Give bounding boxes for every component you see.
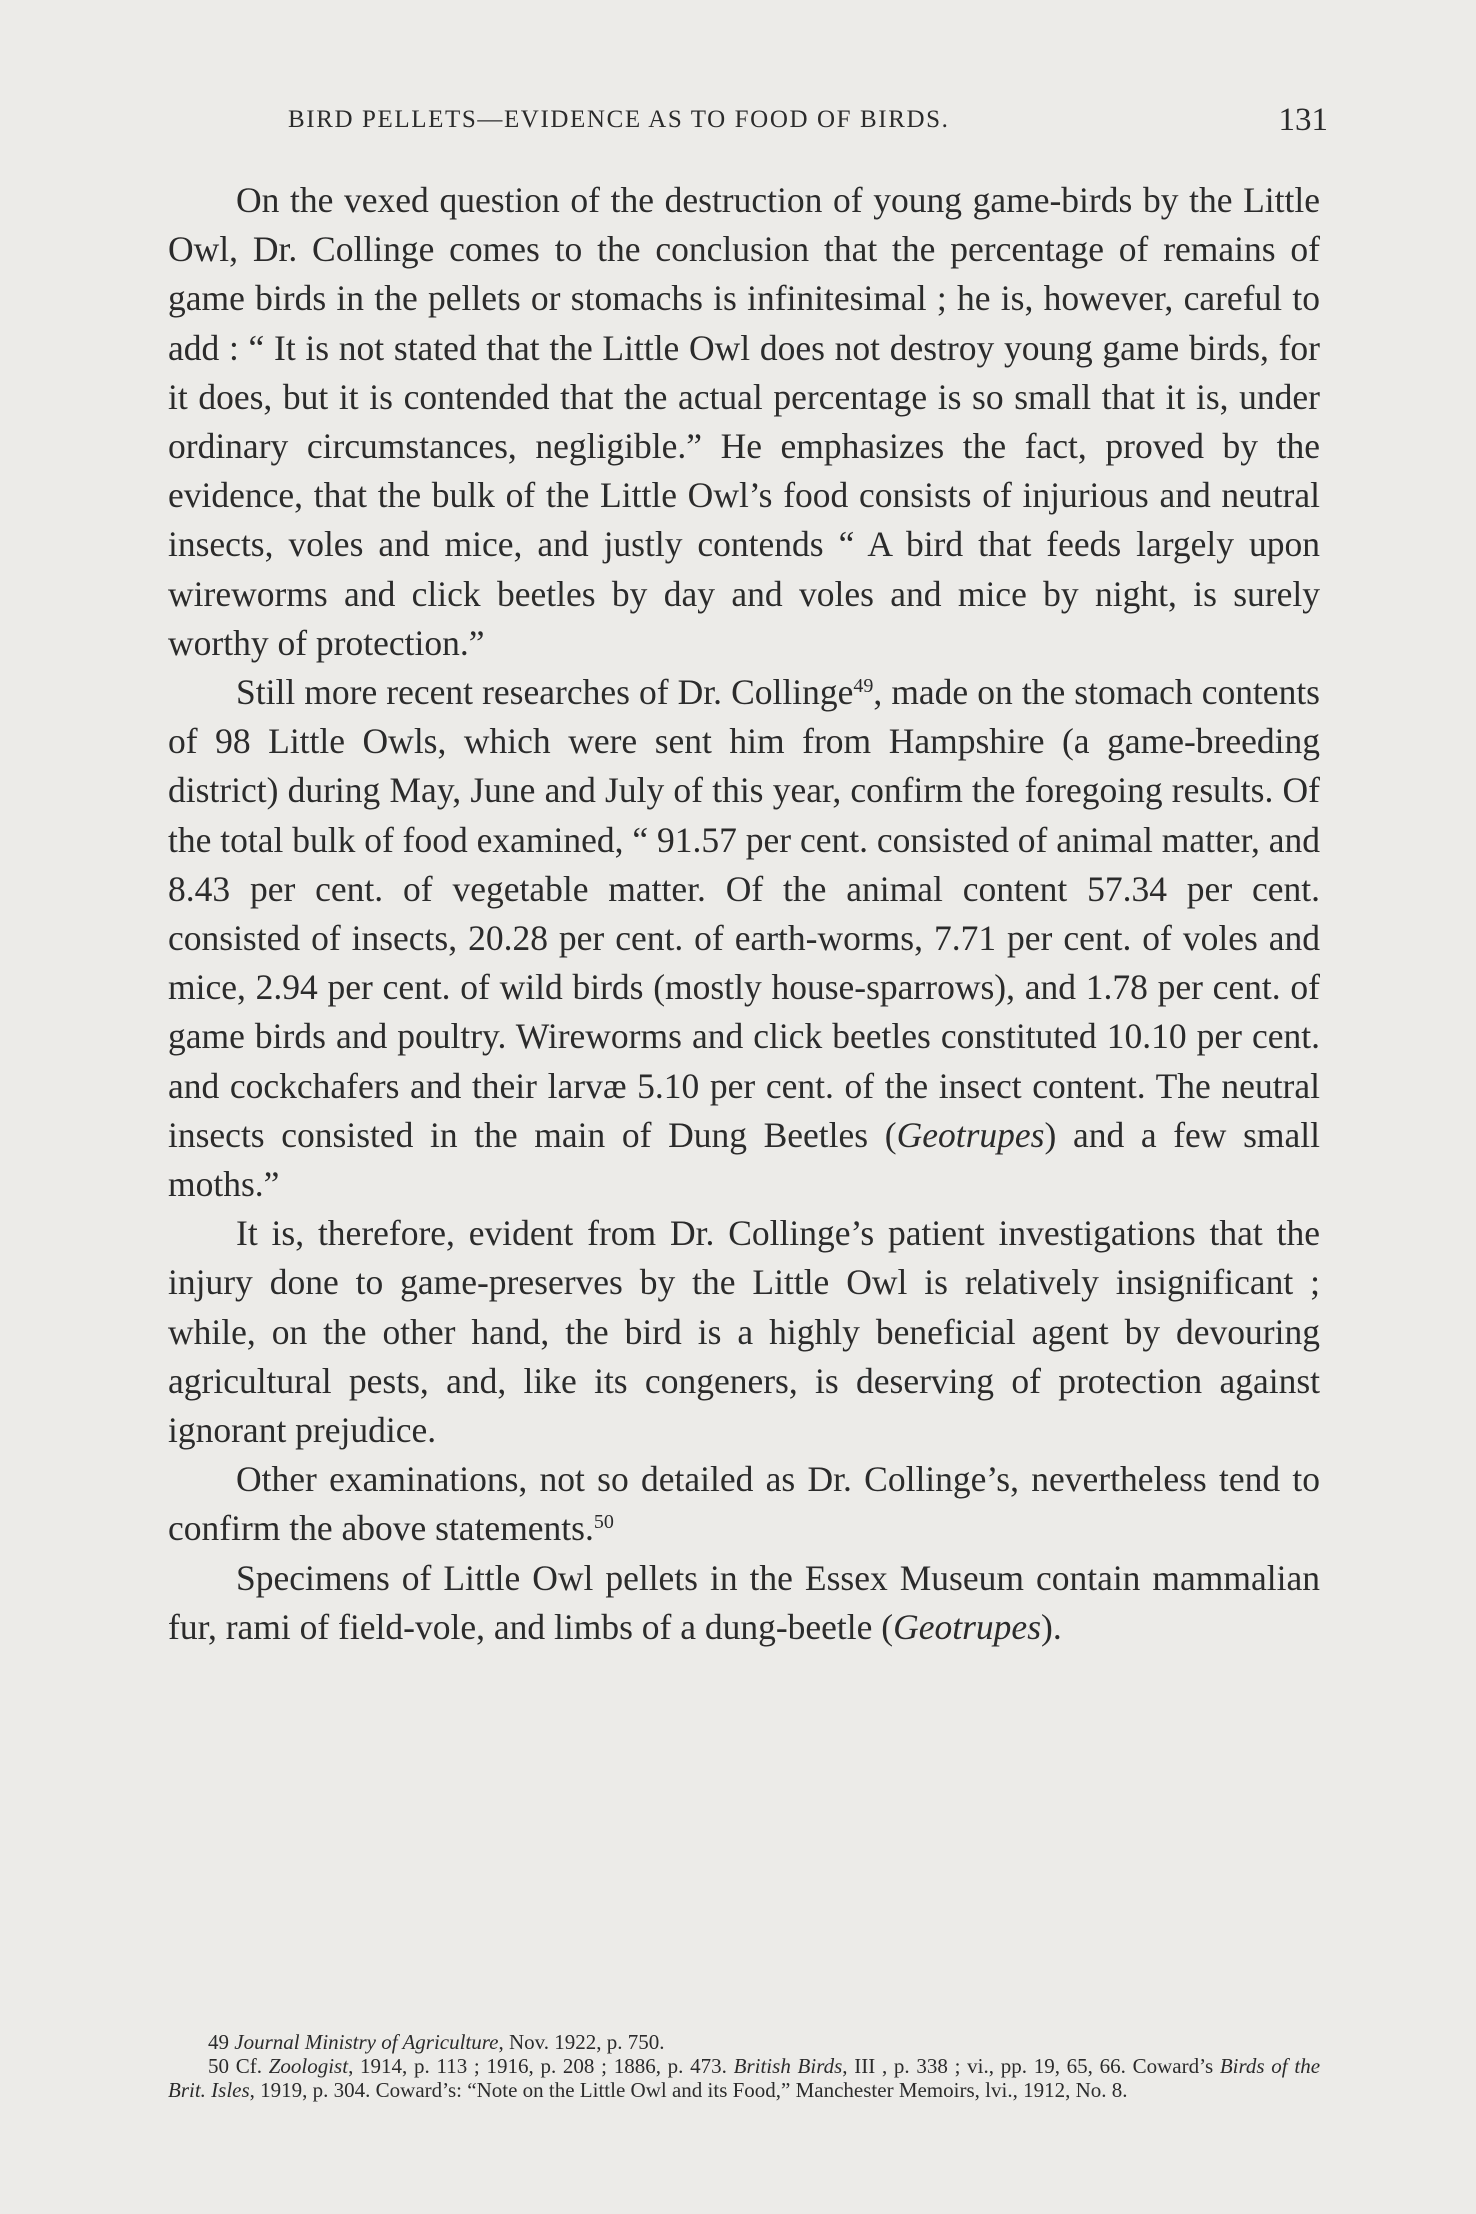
text-run: Specimens of Little Owl pellets in the Essex Museum contain mammalian fur, rami of field-vole, and limbs of a dung-beetle (: [168, 1557, 1320, 1647]
text-run: On the vexed question of the destruction of young game-birds by the Little Owl, Dr. Collinge comes to the conclusion that the percentage of remains of game birds in the pellets or stomachs is infinitesimal ; he is, however, careful to add : “ It is not stated that the Little Owl does not destroy young game birds, for it does, but it is contended that the actual percentage is so small that it is, under ordinary circumstances, negligible.” He emphasizes the fact, proved by the evidence, that the bulk of the Little Owl’s food consists of injurious and neutral insects, voles and mice, and justly contends “ A bird that feeds largely upon wireworms and click beetles by day and voles and mice by night, is surely worthy of protection.”: [168, 180, 1320, 663]
footnote: [168, 2030, 1320, 2054]
text-run: Still more recent researches of Dr. Collinge: [236, 672, 854, 713]
text-run: ) and a few small moths.”: [168, 1114, 1320, 1205]
footnote-reference: 49: [853, 675, 874, 698]
italic-text: Journal Ministry of Agriculture: [234, 2030, 499, 2054]
footnote: [168, 2054, 1320, 2102]
text-run: It is, therefore, evident from Dr. Collinge’s patient investigations that the injury done to game-preserves by the Little Owl is relatively insignificant ; while, on the other hand, the bird is a highly beneficial agent by devouring agricultural pests, and, like its congeners, is deserving of protection against ignorant prejudice.: [168, 1213, 1320, 1451]
paragraph: [168, 1455, 1320, 1553]
text-run: 49: [208, 2030, 235, 2054]
running-head-title: BIRD PELLETS—EVIDENCE AS TO FOOD OF BIRDS.: [288, 106, 950, 133]
paragraph: [168, 176, 1320, 668]
body-text: [168, 176, 1320, 1652]
text-run: , 1914, p. 113 ; 1916, p. 208 ; 1886, p. 473.: [348, 2054, 734, 2078]
footnote-reference: 50: [593, 1511, 614, 1534]
running-head: [288, 102, 1338, 146]
text-run: , III , p. 338 ; vi., pp. 19, 65, 66. Coward’s: [842, 2054, 1220, 2078]
text-run: ).: [1041, 1606, 1062, 1647]
text-run: , 1919, p. 304. Coward’s: “Note on the Little Owl and its Food,” Manchester Memoirs, lvi., 1912, No. 8.: [249, 2078, 1128, 2102]
footnotes: [168, 2030, 1320, 2102]
paragraph: [168, 1209, 1320, 1455]
text-run: Other examinations, not so detailed as Dr. Collinge’s, nevertheless tend to confirm the above statements.: [168, 1459, 1320, 1549]
italic-text: Birds of the Brit. Isles: [168, 2054, 1321, 2102]
italic-text: Zoologist: [268, 2054, 349, 2078]
text-run: 50 Cf.: [208, 2054, 269, 2078]
paragraph: [168, 668, 1320, 1209]
text-run: , made on the stomach contents of 98 Little Owls, which were sent him from Hampshire (a game-breeding district) during May, June and July of this year, confirm the foregoing results. Of the total bulk of food examined, “ 91.57 per cent. consisted of animal matter, and 8.43 per cent. of vegetable matter. Of the animal content 57.34 per cent. consisted of insects, 20.28 per cent. of earth-worms, 7.71 per cent. of voles and mice, 2.94 per cent. of wild birds (mostly house-sparrows), and 1.78 per cent. of game birds and poultry. Wireworms and click beetles constituted 10.10 per cent. and cockchafers and their larvæ 5.10 per cent. of the insect content. The neutral insects consisted in the main of Dung Beetles (: [168, 672, 1320, 1155]
text-run: , Nov. 1922, p. 750.: [498, 2030, 665, 2054]
page-number: 131: [1278, 102, 1328, 138]
italic-text: British Birds: [733, 2054, 843, 2078]
italic-text: Geotrupes: [896, 1114, 1045, 1155]
paragraph: [168, 1554, 1320, 1652]
italic-text: Geotrupes: [893, 1606, 1042, 1647]
